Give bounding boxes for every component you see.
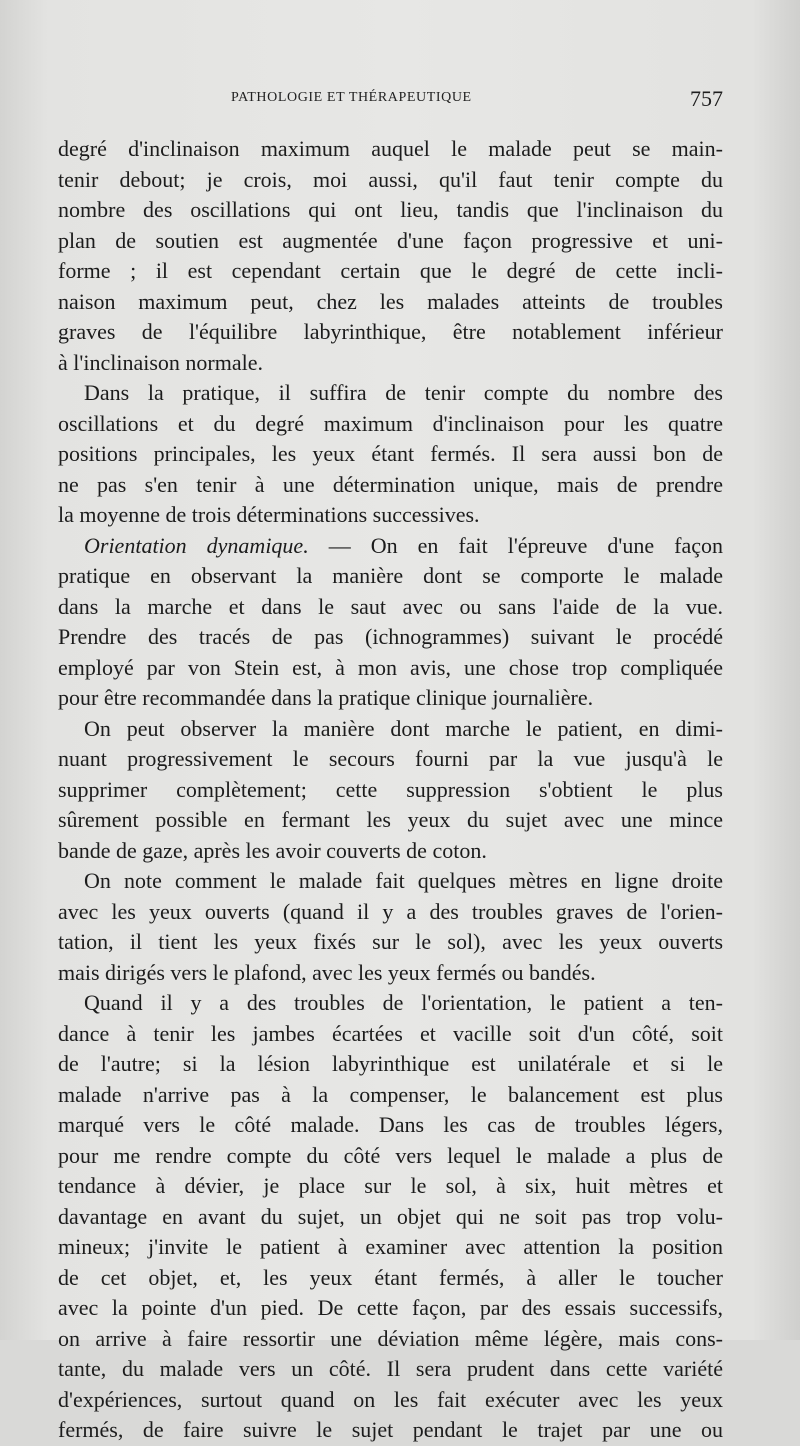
text-line: tendance à dévier, je place sur le sol, à six, huit mètres et [58,1173,723,1198]
running-head [60,86,723,116]
text-line: dance à tenir les jambes écartées et vacille soit d'un côté, soit [58,1020,723,1046]
text-line: dans la marche et dans le saut avec ou sans l'aide de la vue. [58,593,723,619]
text-line: pour être recommandée dans la pratique clinique journalière. [58,685,594,710]
text-line: plan de soutien est augmentée d'une façon progressive et uni- [58,227,723,253]
text-line: nombre des oscillations qui ont lieu, tandis que l'inclinaison du [58,197,723,222]
text-line: Prendre des tracés de pas (ichnogrammes) suivant le procédé [58,624,723,649]
page-number: 757 [690,86,723,111]
text-line: Dans la pratique, il suffira de tenir compte du nombre des [84,380,723,405]
text-line: pour me rendre compte du côté vers lequel le malade a plus de [58,1142,723,1168]
text-line: supprimer complètement; cette suppression s'obtient le plus [58,776,723,802]
text-line: Quand il y a des troubles de l'orientation, le patient a ten- [84,990,723,1015]
text-line: malade n'arrive pas à la compenser, le balancement est plus [58,1081,723,1107]
text-line: positions principales, les yeux étant fermés. Il sera aussi bon de [58,441,723,466]
text-line: mineux; j'invite le patient à examiner avec attention la position [58,1234,723,1259]
text-line: On note comment le malade fait quelques mètres en ligne droite [84,868,723,893]
text-line: d'expériences, surtout quand on les fait exécuter avec les yeux [58,1386,723,1412]
running-title: PATHOLOGIE ET THÉRAPEUTIQUE [231,90,472,105]
text-line: davantage en avant du sujet, un objet qui ne soit pas trop volu- [58,1203,723,1229]
text-line: On peut observer la manière dont marche le patient, en dimi- [84,715,723,741]
text-line: tante, du malade vers un côté. Il sera prudent dans cette variété [58,1356,723,1381]
section-heading: Orientation dynamique. [84,532,309,558]
body-text [58,134,723,1446]
text-line: naison maximum peut, chez les malades atteints de troubles [58,288,723,314]
text-line: avec la pointe d'un pied. De cette façon, par des essais successifs, [58,1295,723,1320]
text-line: la moyenne de trois déterminations successives. [58,502,480,527]
text-line: tenir debout; je crois, moi aussi, qu'il faut tenir compte du [58,166,723,192]
text-line: de l'autre; si la lésion labyrinthique est unilatérale et si le [58,1051,723,1076]
text-line: de cet objet, et, les yeux étant fermés, à aller le toucher [58,1264,723,1290]
text-line: sûrement possible en fermant les yeux du sujet avec une mince [58,807,723,832]
text-line: employé par von Stein est, à mon avis, une chose trop compliquée [58,654,723,680]
section-heading-continuation: — On en fait l'épreuve d'une façon [328,532,724,558]
text-line: avec les yeux ouverts (quand il y a des troubles graves de l'orien- [58,898,723,924]
text-line: graves de l'équilibre labyrinthique, être notablement inférieur [58,319,723,344]
text-line: degré d'inclinaison maximum auquel le malade peut se main- [58,136,723,161]
text-line: on arrive à faire ressortir une déviation même légère, mais cons- [58,1325,723,1351]
text-line: à l'inclinaison normale. [58,349,263,375]
text-line: ne pas s'en tenir à une détermination unique, mais de prendre [58,471,723,497]
text-line: oscillations et du degré maximum d'inclinaison pour les quatre [58,410,723,436]
text-line: pratique en observant la manière dont se comporte le malade [58,563,723,588]
text-line: mais dirigés vers le plafond, avec les yeux fermés ou bandés. [58,959,596,985]
text-line: forme ; il est cependant certain que le degré de cette incli- [58,258,723,283]
section-heading-line [58,531,723,562]
text-line: bande de gaze, après les avoir couverts de coton. [58,837,487,863]
text-line: marqué vers le côté malade. Dans les cas de troubles légers, [58,1112,723,1137]
text-line: nuant progressivement le secours fourni par la vue jusqu'à le [58,746,723,771]
text-line: fermés, de faire suivre le sujet pendant le trajet par une ou [58,1417,723,1442]
text-line: tation, il tient les yeux fixés sur le sol), avec les yeux ouverts [58,929,723,954]
